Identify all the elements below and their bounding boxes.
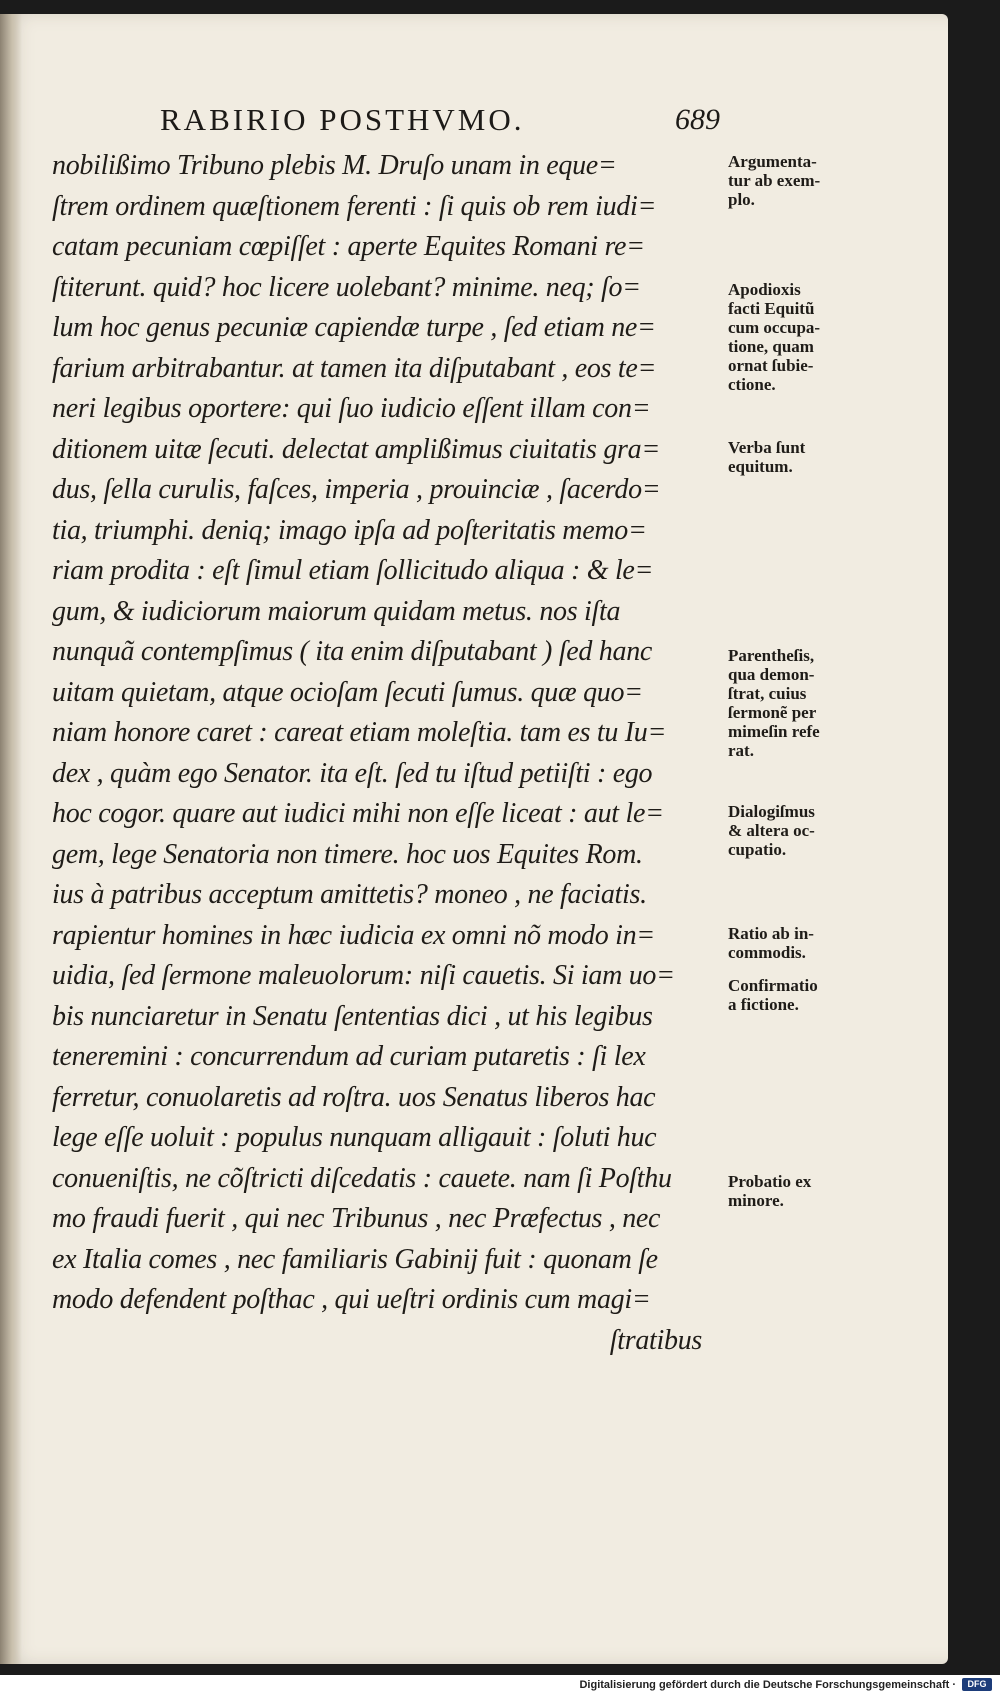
text-line: lege eſſe uoluit : populus nunquam alligauit : ſoluti huc xyxy=(52,1122,657,1153)
text-line: conueniſtis, ne cõſtricti diſcedatis : cauete. nam ſi Poſthu xyxy=(52,1162,672,1194)
text-line: ex Italia comes , nec familiaris Gabinij fuit : quonam ſe xyxy=(52,1243,658,1275)
text-line: tia, triumphi. deniq; imago ipſa ad poſteritatis memo= xyxy=(52,514,647,546)
funding-notice: Digitalisierung gefördert durch die Deutsche Forschungsgemeinschaft · xyxy=(579,1679,956,1691)
text-line: farium arbitrabantur. at tamen ita diſputabant , eos te= xyxy=(52,352,657,384)
catchword: ſtratibus xyxy=(609,1324,702,1356)
text-line: dus, ſella curulis, faſces, imperia , prouinciæ , ſacerdo= xyxy=(52,474,661,505)
margin-note-confirmatio: Confirmatio a fictione. xyxy=(728,976,818,1014)
text-line: riam prodita : eſt ſimul etiam ſollicitudo aliqua : & le= xyxy=(52,555,654,586)
text-line: dex , quàm ego Senator. ita eſt. ſed tu iſtud petiiſti : ego xyxy=(52,757,653,789)
text-line: mo fraudi fuerit , qui nec Tribunus , nec Præfectus , nec xyxy=(52,1203,661,1234)
text-line: ſtrem ordinem quæſtionem ferenti : ſi quis ob rem iudi= xyxy=(52,190,657,222)
text-line: ditionem uitæ ſecuti. delectat amplißimus ciuitatis gra= xyxy=(52,433,660,465)
page-gutter xyxy=(0,14,22,1664)
text-line: teneremini : concurrendum ad curiam putaretis : ſi lex xyxy=(52,1041,646,1072)
text-line: uitam quietam, atque ocioſam ſecuti ſumus. quæ quo= xyxy=(52,676,643,708)
running-head xyxy=(160,98,720,142)
margin-note-apodioxis: Apodioxis facti Equitũ cum occupa- tione, quam ornat ſubie- ctione. xyxy=(728,280,821,394)
margin-note-argumentatur: Argumenta- tur ab exem- plo. xyxy=(728,152,821,209)
text-line: nobilißimo Tribuno plebis M. Druſo unam in eque= xyxy=(52,150,617,181)
text-line: ius à patribus acceptum amittetis? moneo , ne faciatis. xyxy=(52,879,647,910)
text-line: modo defendent poſthac , qui ueſtri ordinis cum magi= xyxy=(52,1284,651,1315)
text-line: hoc cogor. quare aut iudici mihi non eſſe liceat : aut le= xyxy=(52,798,664,829)
margin-note-probatio: Probatio ex minore. xyxy=(728,1172,812,1210)
text-line: neri legibus oportere: qui ſuo iudicio eſſent illam con= xyxy=(52,393,651,424)
text-line: rapientur homines in hæc iudicia ex omni nõ modo in= xyxy=(52,919,655,951)
digitization-footer xyxy=(0,1676,1000,1694)
text-line: ferretur, conuolaretis ad roſtra. uos Senatus liberos hac xyxy=(52,1081,656,1113)
margin-note-parenthesis: Parentheſis, qua demon- ſtrat, cuius ſermonẽ per mimeſin refe rat. xyxy=(728,646,820,760)
text-line: gum, & iudiciorum maiorum quidam metus. nos iſta xyxy=(52,595,621,627)
text-line: lum hoc genus pecuniæ capiendæ turpe , ſed etiam ne= xyxy=(52,312,656,343)
margin-note-dialogismus: Dialogiſmus & altera oc- cupatio. xyxy=(728,802,815,859)
main-text-block xyxy=(52,146,712,1361)
text-line: gem, lege Senatoria non timere. hoc uos Equites Rom. xyxy=(52,838,643,870)
dfg-logo-icon: DFG xyxy=(962,1678,992,1691)
page-number: 689 xyxy=(675,103,720,136)
margin-note-ratio: Ratio ab in- commodis. xyxy=(728,924,814,962)
text-line: nunquã contempſimus ( ita enim diſputabant ) ſed hanc xyxy=(52,636,653,667)
text-line: ſtiterunt. quid? hoc licere uolebant? minime. neq; ſo= xyxy=(52,271,641,303)
text-line: uidia, ſed ſermone maleuolorum: niſi cauetis. Si iam uo= xyxy=(52,960,675,991)
running-title: RABIRIO POSTHVMO. xyxy=(160,102,525,137)
text-line: niam honore caret : careat etiam moleſtia. tam es tu Iu= xyxy=(52,717,667,748)
text-line: catam pecuniam cœpiſſet : aperte Equites Romani re= xyxy=(52,231,645,262)
text-line: bis nunciaretur in Senatu ſententias dici , ut his legibus xyxy=(52,1000,653,1032)
margin-note-verba: Verba ſunt equitum. xyxy=(728,438,806,476)
